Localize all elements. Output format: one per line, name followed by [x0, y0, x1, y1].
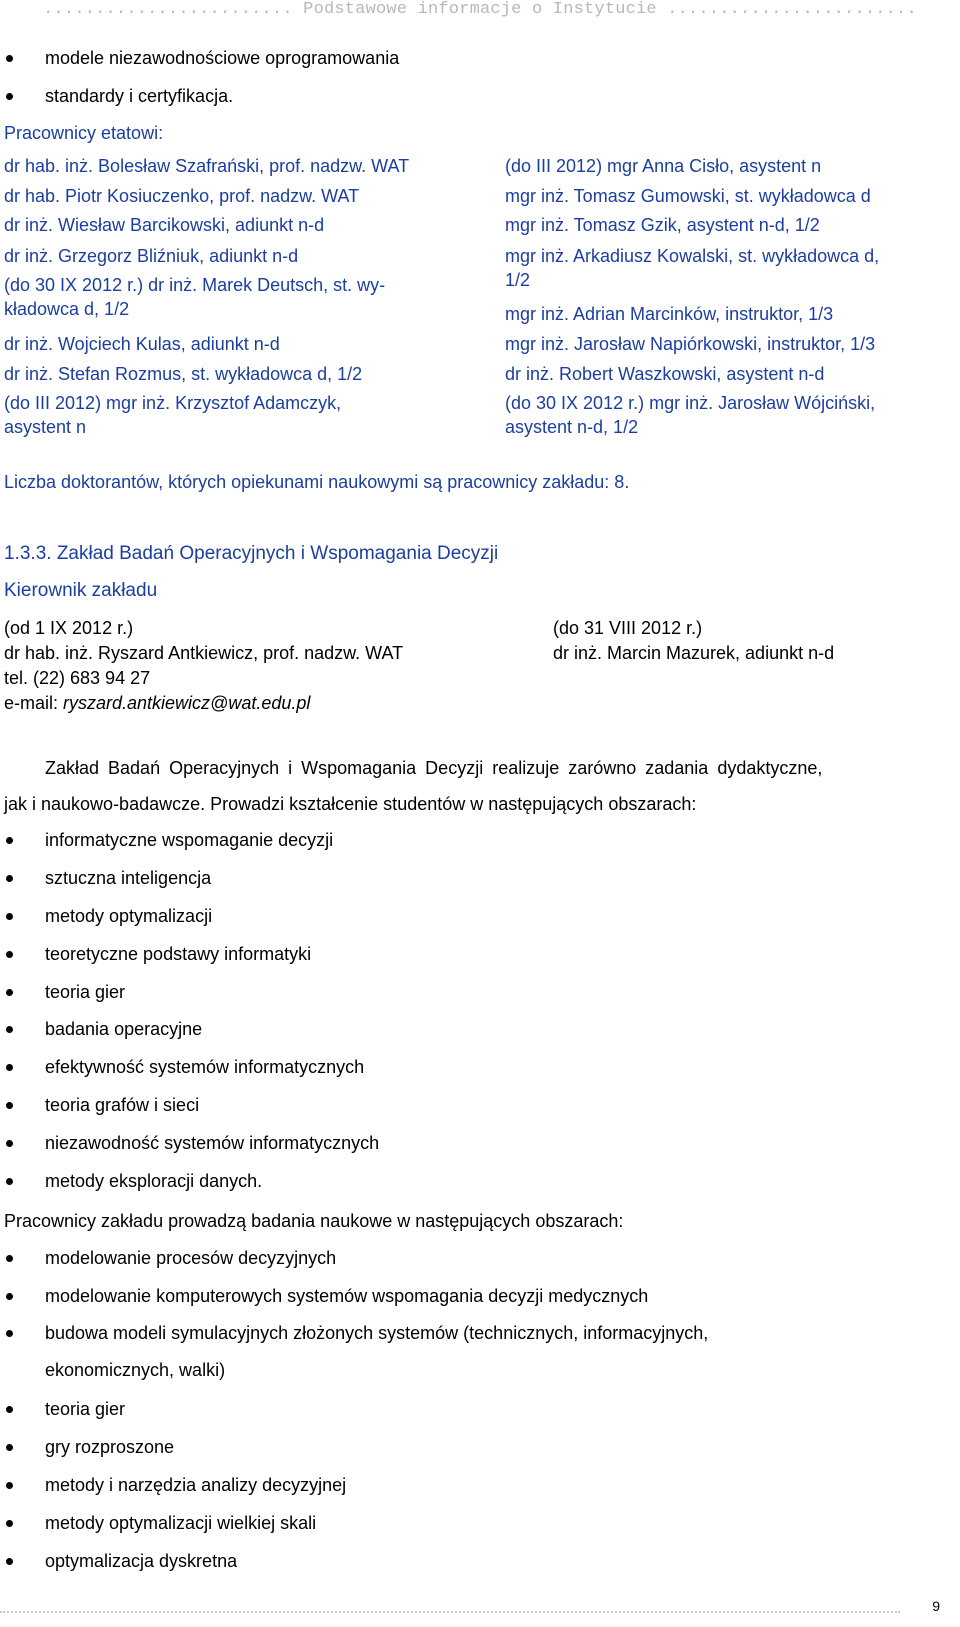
staff-entry: dr hab. inż. Bolesław Szafrański, prof. nadzw. WAT	[4, 156, 410, 176]
list-item: modele niezawodnościowe oprogramowania	[45, 48, 400, 68]
staff-entry: dr inż. Wojciech Kulas, adiunkt n-d	[4, 334, 280, 354]
list-item: modelowanie komputerowych systemów wspomagania decyzji medycznych	[45, 1286, 649, 1306]
bullet-icon	[6, 1178, 13, 1185]
bullet-icon	[6, 1330, 13, 1337]
head-right-name: dr inż. Marcin Mazurek, adiunkt n-d	[553, 643, 835, 663]
bullet-icon	[6, 837, 13, 844]
list-item: optymalizacja dyskretna	[45, 1551, 238, 1571]
list-item: metody i narzędzia analizy decyzyjnej	[45, 1475, 347, 1495]
staff-entry: dr inż. Robert Waszkowski, asystent n-d	[505, 364, 825, 384]
running-header: ........................ Podstawowe informacje o Instytucie ........................	[43, 0, 917, 19]
list-item: metody eksploracji danych.	[45, 1171, 263, 1191]
head-right-period: (do 31 VIII 2012 r.)	[553, 618, 703, 638]
staff-entry: dr inż. Grzegorz Bliźniuk, adiunkt n-d	[4, 246, 299, 266]
list-item: gry rozproszone	[45, 1437, 175, 1457]
list-item: badania operacyjne	[45, 1019, 203, 1039]
staff-entry: (do III 2012) mgr inż. Krzysztof Adamczyk,	[4, 393, 342, 413]
staff-entry: mgr inż. Adrian Marcinków, instruktor, 1/3	[505, 304, 834, 324]
staff-entry: kładowca d, 1/2	[4, 299, 130, 319]
staff-entry: mgr inż. Tomasz Gumowski, st. wykładowca d	[505, 186, 871, 206]
staff-entry: (do III 2012) mgr Anna Cisło, asystent n	[505, 156, 822, 176]
bullet-icon	[6, 1406, 13, 1413]
bullet-icon	[6, 1255, 13, 1262]
doctorate-note: Liczba doktorantów, których opiekunami naukowymi są pracownicy zakładu: 8.	[4, 472, 630, 492]
bullet-icon	[6, 1102, 13, 1109]
head-label: Kierownik zakładu	[4, 580, 158, 601]
intro-line-1: Zakład Badań Operacyjnych i Wspomagania Decyzji realizuje zarówno zadania dydaktyczne,	[45, 758, 823, 778]
bullet-icon	[6, 1482, 13, 1489]
section-title: 1.3.3. Zakład Badań Operacyjnych i Wspomagania Decyzji	[4, 543, 499, 564]
intro-line-2: jak i naukowo-badawcze. Prowadzi kształcenie studentów w następujących obszarach:	[4, 794, 697, 814]
staff-heading: Pracownicy etatowi:	[4, 123, 164, 143]
bullet-icon	[6, 875, 13, 882]
list-item: modelowanie procesów decyzyjnych	[45, 1248, 337, 1268]
list-item: efektywność systemów informatycznych	[45, 1057, 365, 1077]
list-item: standardy i certyfikacja.	[45, 86, 234, 106]
list-item: teoria grafów i sieci	[45, 1095, 200, 1115]
list-item: teoretyczne podstawy informatyki	[45, 944, 312, 964]
staff-entry: (do 30 IX 2012 r.) dr inż. Marek Deutsch, st. wy-	[4, 275, 386, 295]
page-number: 9	[932, 1598, 940, 1614]
bullet-icon	[6, 1520, 13, 1527]
bullet-icon	[6, 1558, 13, 1565]
bullet-icon	[6, 1064, 13, 1071]
head-left-email	[4, 692, 310, 714]
list-item: budowa modeli symulacyjnych złożonych systemów (technicznych, informacyjnych,	[45, 1323, 709, 1343]
staff-entry: dr hab. Piotr Kosiuczenko, prof. nadzw. WAT	[4, 186, 360, 206]
staff-entry: mgr inż. Jarosław Napiórkowski, instruktor, 1/3	[505, 334, 876, 354]
bullet-icon	[6, 1026, 13, 1033]
list-item: teoria gier	[45, 982, 126, 1002]
bullet-icon	[6, 93, 13, 100]
bullet-icon	[6, 1444, 13, 1451]
bullet-icon	[6, 1140, 13, 1147]
head-left-name: dr hab. inż. Ryszard Antkiewicz, prof. nadzw. WAT	[4, 643, 404, 663]
head-left-period: (od 1 IX 2012 r.)	[4, 618, 134, 638]
list-item: informatyczne wspomaganie decyzji	[45, 830, 334, 850]
staff-entry: dr inż. Wiesław Barcikowski, adiunkt n-d	[4, 215, 325, 235]
email-link[interactable]: ryszard.antkiewicz@wat.edu.pl	[63, 693, 311, 713]
staff-entry: 1/2	[505, 270, 531, 290]
staff-entry: mgr inż. Arkadiusz Kowalski, st. wykładowca d,	[505, 246, 880, 266]
staff-entry: asystent n-d, 1/2	[505, 417, 639, 437]
list-item: metody optymalizacji	[45, 906, 213, 926]
staff-entry: dr inż. Stefan Rozmus, st. wykładowca d, 1/2	[4, 364, 363, 384]
bullet-icon	[6, 1293, 13, 1300]
research-intro: Pracownicy zakładu prowadzą badania naukowe w następujących obszarach:	[4, 1211, 624, 1231]
email-label: e-mail:	[4, 693, 64, 713]
list-item: sztuczna inteligencja	[45, 868, 212, 888]
footer-rule	[0, 1605, 900, 1613]
list-item: teoria gier	[45, 1399, 126, 1419]
head-left-tel: tel. (22) 683 94 27	[4, 668, 151, 688]
staff-entry: (do 30 IX 2012 r.) mgr inż. Jarosław Wójciński,	[505, 393, 876, 413]
list-item: metody optymalizacji wielkiej skali	[45, 1513, 317, 1533]
bullet-icon	[6, 913, 13, 920]
bullet-icon	[6, 989, 13, 996]
bullet-icon	[6, 55, 13, 62]
staff-entry: asystent n	[4, 417, 87, 437]
bullet-icon	[6, 951, 13, 958]
list-item: niezawodność systemów informatycznych	[45, 1133, 380, 1153]
staff-entry: mgr inż. Tomasz Gzik, asystent n-d, 1/2	[505, 215, 820, 235]
list-item-continuation: ekonomicznych, walki)	[45, 1360, 226, 1380]
